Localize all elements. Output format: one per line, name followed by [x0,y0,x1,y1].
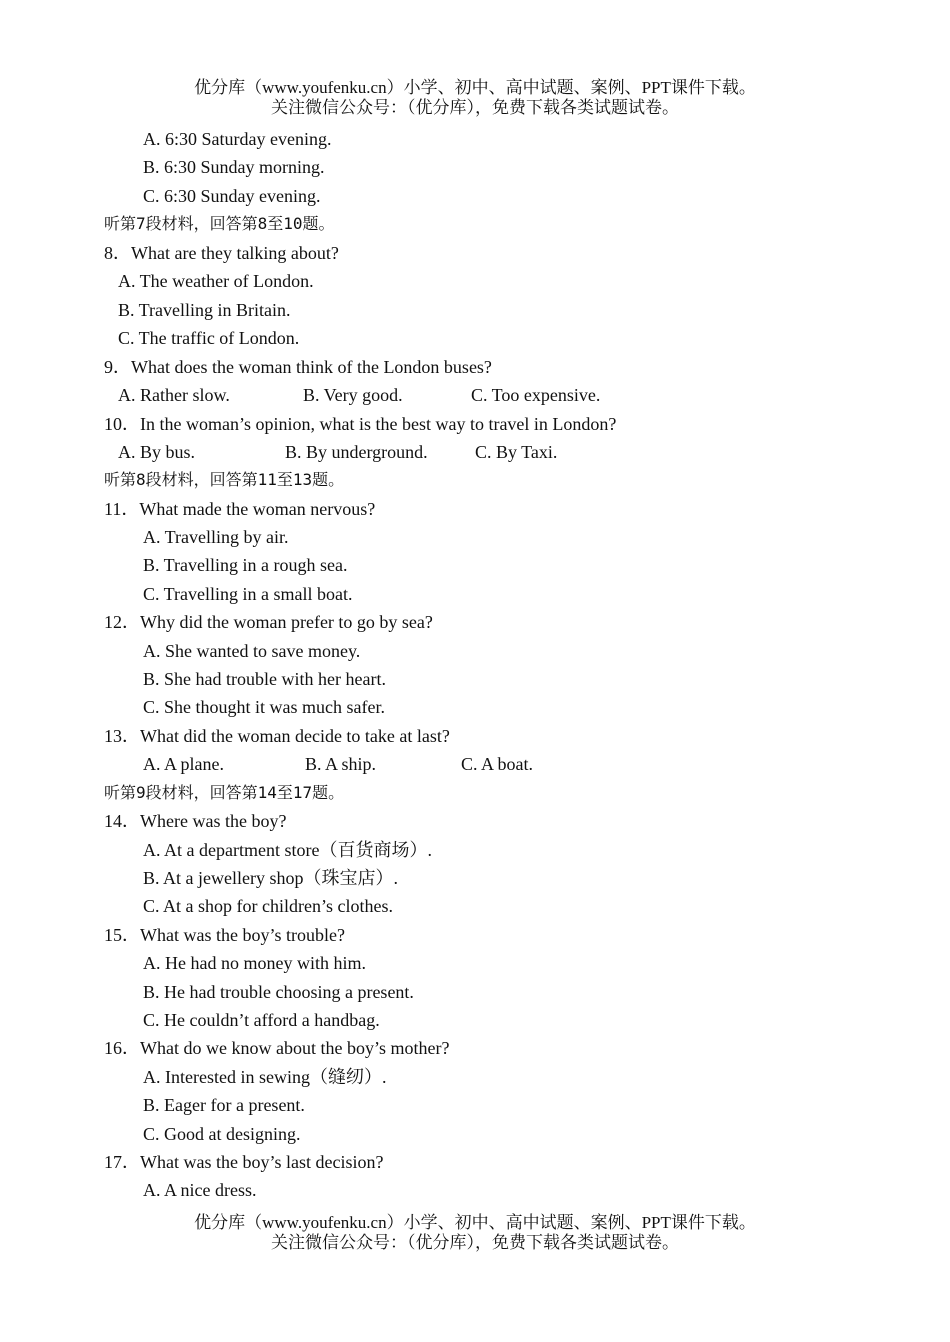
q9-option-c: C. Too expensive. [471,385,601,405]
question-14: 14．Where was the boy? [104,811,287,831]
section-9-heading: 听第9段材料，回答第14至17题。 [104,783,345,802]
section-7-heading: 听第7段材料，回答第8至10题。 [104,214,335,233]
q15-option-a: A. He had no money with him. [143,953,366,973]
footer-line-2: 关注微信公众号：（优分库），免费下载各类试题试卷。 [271,1233,679,1252]
question-12: 12．Why did the woman prefer to go by sea? [104,612,433,632]
q10-option-a: A. By bus. [118,442,196,462]
question-8: 8．What are they talking about? [104,243,339,263]
section-8-heading: 听第8段材料，回答第11至13题。 [104,470,345,489]
q7-option-c: C. 6:30 Sunday evening. [143,186,321,206]
q12-option-a: A. She wanted to save money. [143,641,361,661]
question-15: 15．What was the boy’s trouble? [104,925,345,945]
q11-option-c: C. Travelling in a small boat. [143,584,353,604]
q11-option-b: B. Travelling in a rough sea. [143,555,348,575]
q13-option-a: A. A plane. [143,754,224,774]
q15-option-b: B. He had trouble choosing a present. [143,982,414,1002]
question-17: 17．What was the boy’s last decision? [104,1152,384,1172]
header-line-2: 关注微信公众号：（优分库），免费下载各类试题试卷。 [271,98,679,117]
q8-option-a: A. The weather of London. [118,271,314,291]
header-line-1: 优分库（www.youfenku.cn）小学、初中、高中试题、案例、PPT课件下载。 [194,78,756,97]
q13-options [0,750,950,778]
page-header [0,78,950,118]
q10-options [0,438,950,466]
q8-option-b: B. Travelling in Britain. [118,300,291,320]
q16-option-a: A. Interested in sewing（缝纫）. [143,1067,387,1087]
q15-option-c: C. He couldn’t afford a handbag. [143,1010,380,1030]
q12-option-b: B. She had trouble with her heart. [143,669,386,689]
q7-option-a: A. 6:30 Saturday evening. [143,129,332,149]
q17-option-a: A. A nice dress. [143,1180,257,1200]
question-16: 16．What do we know about the boy’s mother? [104,1038,450,1058]
question-11: 11．What made the woman nervous? [104,499,376,519]
question-9: 9．What does the woman think of the London buses? [104,357,492,377]
q16-option-c: C. Good at designing. [143,1124,301,1144]
q14-option-b: B. At a jewellery shop（珠宝店）. [143,868,398,888]
page-footer [0,1213,950,1253]
q9-options [0,381,950,409]
q9-option-b: B. Very good. [303,385,403,405]
q11-option-a: A. Travelling by air. [143,527,289,547]
q10-option-c: C. By Taxi. [475,442,558,462]
q14-option-c: C. At a shop for children’s clothes. [143,896,393,916]
q7-option-b: B. 6:30 Sunday morning. [143,157,325,177]
q13-option-c: C. A boat. [461,754,534,774]
q16-option-b: B. Eager for a present. [143,1095,305,1115]
footer-line-1: 优分库（www.youfenku.cn）小学、初中、高中试题、案例、PPT课件下载。 [194,1213,756,1232]
q12-option-c: C. She thought it was much safer. [143,697,385,717]
q13-option-b: B. A ship. [305,754,377,774]
q10-option-b: B. By underground. [285,442,428,462]
q8-option-c: C. The traffic of London. [118,328,300,348]
question-13: 13．What did the woman decide to take at last? [104,726,450,746]
q9-option-a: A. Rather slow. [118,385,230,405]
question-10: 10．In the woman’s opinion, what is the best way to travel in London? [104,414,617,434]
q14-option-a: A. At a department store（百货商场）. [143,840,432,860]
